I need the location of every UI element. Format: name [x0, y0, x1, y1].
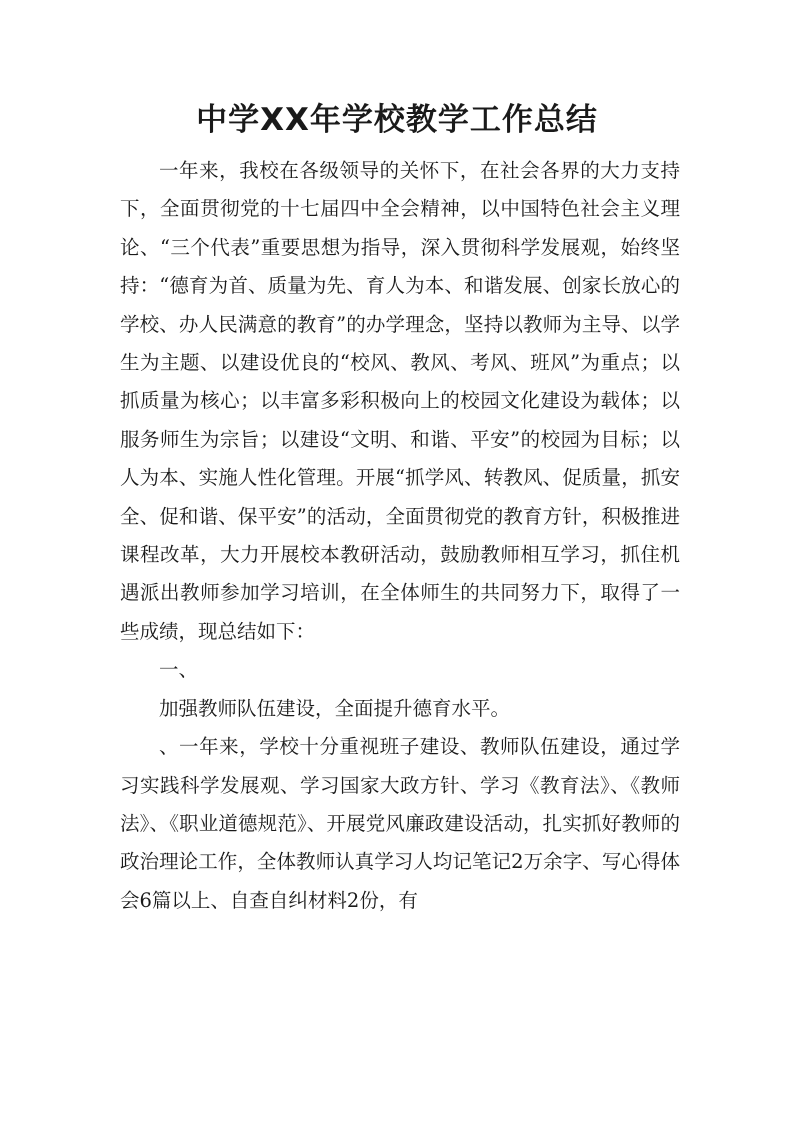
section-heading: 加强教师队伍建设，全面提升德育水平。: [159, 696, 511, 720]
intro-paragraph: 一年来，我校在各级领导的关怀下，在社会各界的大力支持下，全面贯彻党的十七届四中全会精神，以中国特色社会主义理论、“三个代表”重要思想为指导，深入贯彻科学发展观，始终坚持：“德育为首、质量为先、育人为本、和谐发展、创家长放心的学校、办人民满意的教育”的办学理念，坚持以教师为主导、以学生为主题、以建设优良的“校风、教风、考风、班风”为重点；以抓质量为核心；以丰富多彩积极向上的校园文化建设为载体；以服务师生为宗旨；以建设“文明、和谐、平安”的校园为目标；以人为本、实施人性化管理。开展“抓学风、转教风、促质量，抓安全、促和谐、保平安”的活动，全面贯彻党的教育方针，积极推进课程改革，大力开展校本教研活动，鼓励教师相互学习，抓住机遇派出教师参加学习培训，在全体师生的共同努力下，取得了一些成绩，现总结如下：: [120, 159, 680, 643]
section-number: 一、: [159, 658, 199, 682]
document-title: 中学XX年学校教学工作总结: [196, 102, 598, 138]
document-body: [120, 152, 680, 920]
section-paragraph: 、一年来，学校十分重视班子建设、教师队伍建设，通过学习实践科学发展观、学习国家大政方针、学习《教育法》、《教师法》、《职业道德规范》、开展党风廉政建设活动，扎实抓好教师的政治理论工作，全体教师认真学习人均记笔记2万余字、写心得体会6篇以上、自查自纠材料2份，有: [120, 735, 680, 912]
